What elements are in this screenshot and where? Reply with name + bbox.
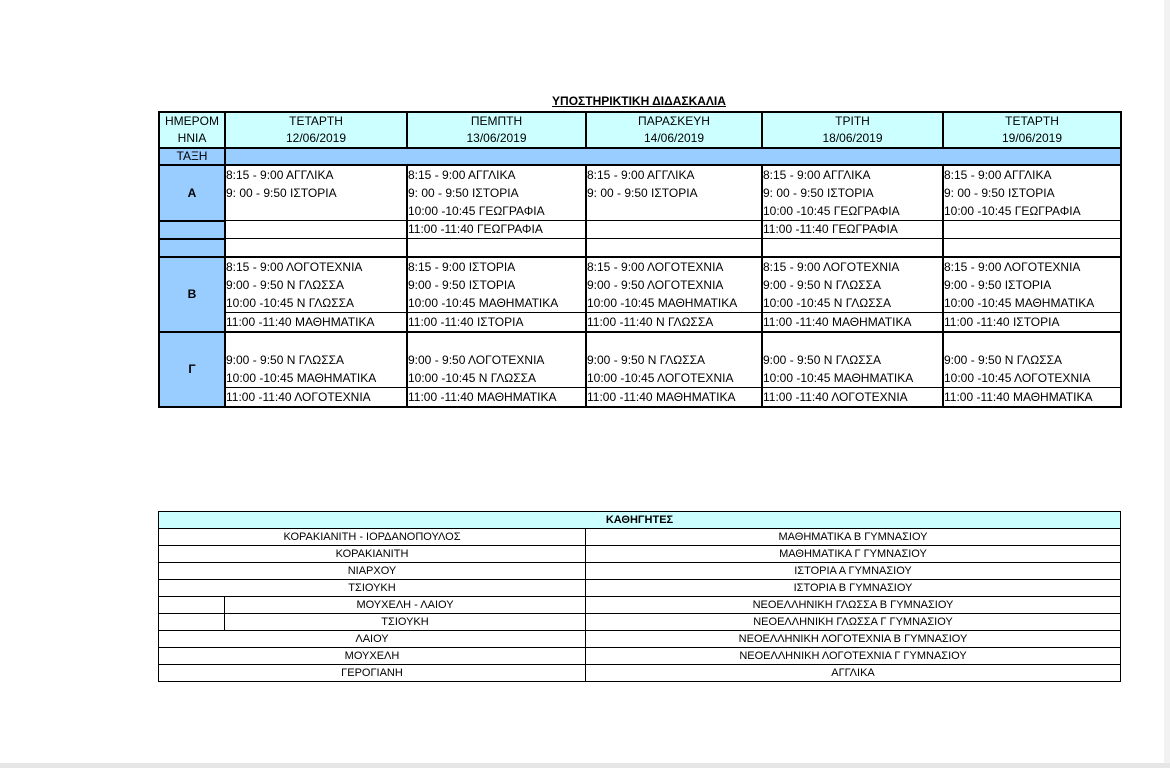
gap-label (159, 239, 225, 257)
cell-c-0: 9:00 - 9:50 Ν ΓΛΩΣΣΑ 10:00 -10:45 ΜΑΘΗΜΑΤΙΚΑ 11:00 -11:40 ΛΟΓΟΤΕΧΝΙΑ (225, 332, 407, 407)
teacher-name: ΜΟΥΧΕΛΗ - ΛΑΙΟΥ (225, 597, 586, 614)
teacher-name: ΛΑΙΟΥ (159, 631, 586, 648)
teacher-name: ΤΣΙΟΥΚΗ (225, 614, 586, 631)
teacher-name: ΜΟΥΧΕΛΗ (159, 648, 586, 665)
day-header: ΤΡΙΤΗ 18/06/2019 (762, 112, 943, 148)
teacher-row (159, 648, 1121, 665)
class-b-row (159, 257, 1121, 332)
class-a-extra-label (159, 221, 225, 239)
day-header: ΤΕΤΑΡΤΗ 12/06/2019 (225, 112, 407, 148)
cell-a-extra-4 (943, 221, 1121, 239)
teacher-blank (159, 614, 225, 631)
class-a-row (159, 165, 1121, 221)
cell-b-0: 8:15 - 9:00 ΛΟΓΟΤΕΧΝΙΑ 9:00 - 9:50 Ν ΓΛΩΣΣΑ 10:00 -10:45 Ν ΓΛΩΣΣΑ 11:00 -11:40 ΜΑΘΗΜΑΤΙΚΑ (225, 257, 407, 332)
teacher-row (159, 631, 1121, 648)
class-label-bar (225, 148, 1121, 165)
cell-a-extra-3: 11:00 -11:40 ΓΕΩΓΡΑΦΙΑ (762, 221, 943, 239)
teacher-name: ΚΟΡΑΚΙΑΝΙΤΗ (159, 546, 586, 563)
class-c-row (159, 332, 1121, 407)
teacher-name: ΤΣΙΟΥΚΗ (159, 580, 586, 597)
date-label: ΗΜΕΡΟΜ ΗΝΙΑ (159, 112, 225, 148)
cell-a-2: 8:15 - 9:00 ΑΓΓΛΙΚΑ 9: 00 - 9:50 ΙΣΤΟΡΙΑ (586, 165, 762, 221)
day-header: ΠΕΜΠΤΗ 13/06/2019 (407, 112, 586, 148)
teacher-subject: ΝΕΟΕΛΛΗΝΙΚΗ ΛΟΓΟΤΕΧΝΙΑ Γ ΓΥΜΝΑΣΙΟΥ (586, 648, 1121, 665)
day-header: ΤΕΤΑΡΤΗ 19/06/2019 (943, 112, 1121, 148)
class-c-label: Γ (159, 332, 225, 407)
teacher-subject: ΝΕΟΕΛΛΗΝΙΚΗ ΓΛΩΣΣΑ Γ ΓΥΜΝΑΣΙΟΥ (586, 614, 1121, 631)
day-header: ΠΑΡΑΣΚΕΥΗ 14/06/2019 (586, 112, 762, 148)
teacher-blank (159, 597, 225, 614)
schedule-title: ΥΠΟΣΤΗΡΙΚΤΙΚΗ ΔΙΔΑΣΚΑΛΙΑ (552, 94, 726, 108)
cell-b-3: 8:15 - 9:00 ΛΟΓΟΤΕΧΝΙΑ 9:00 - 9:50 Ν ΓΛΩΣΣΑ 10:00 -10:45 Ν ΓΛΩΣΣΑ 11:00 -11:40 ΜΑΘΗΜΑΤΙΚΑ (762, 257, 943, 332)
teacher-row (159, 580, 1121, 597)
cell-c-2: 9:00 - 9:50 Ν ΓΛΩΣΣΑ 10:00 -10:45 ΛΟΓΟΤΕΧΝΙΑ 11:00 -11:40 ΜΑΘΗΜΑΤΙΚΑ (586, 332, 762, 407)
teacher-subject: ΑΓΓΛΙΚΑ (586, 665, 1121, 682)
teacher-name: ΓΕΡΟΓΙΑΝΗ (159, 665, 586, 682)
gap-cell (943, 239, 1121, 257)
teacher-row (159, 597, 1121, 614)
class-a-extra-row (159, 221, 1121, 239)
teachers-table (158, 511, 1121, 682)
teacher-row (159, 546, 1121, 563)
cell-a-extra-1: 11:00 -11:40 ΓΕΩΓΡΑΦΙΑ (407, 221, 586, 239)
gap-cell (762, 239, 943, 257)
gap-cell (407, 239, 586, 257)
header-row (159, 112, 1121, 148)
page-scroll-edge (1164, 0, 1170, 768)
gap-row (159, 239, 1121, 257)
cell-a-extra-0 (225, 221, 407, 239)
cell-a-1: 8:15 - 9:00 ΑΓΓΛΙΚΑ 9: 00 - 9:50 ΙΣΤΟΡΙΑ 10:00 -10:45 ΓΕΩΓΡΑΦΙΑ (407, 165, 586, 221)
teacher-row (159, 614, 1121, 631)
cell-a-4: 8:15 - 9:00 ΑΓΓΛΙΚΑ 9: 00 - 9:50 ΙΣΤΟΡΙΑ 10:00 -10:45 ΓΕΩΓΡΑΦΙΑ (943, 165, 1121, 221)
cell-c-1: 9:00 - 9:50 ΛΟΓΟΤΕΧΝΙΑ 10:00 -10:45 Ν ΓΛΩΣΣΑ 11:00 -11:40 ΜΑΘΗΜΑΤΙΚΑ (407, 332, 586, 407)
teacher-subject: ΙΣΤΟΡΙΑ Α ΓΥΜΝΑΣΙΟΥ (586, 563, 1121, 580)
teacher-subject: ΜΑΘΗΜΑΤΙΚΑ Γ ΓΥΜΝΑΣΙΟΥ (586, 546, 1121, 563)
teacher-name: ΝΙΑΡΧΟΥ (159, 563, 586, 580)
page-bottom-edge (0, 763, 1170, 768)
teacher-subject: ΜΑΘΗΜΑΤΙΚΑ Β ΓΥΜΝΑΣΙΟΥ (586, 529, 1121, 546)
cell-a-0: 8:15 - 9:00 ΑΓΓΛΙΚΑ 9: 00 - 9:50 ΙΣΤΟΡΙΑ (225, 165, 407, 221)
teachers-header-row (159, 512, 1121, 529)
class-a-label: Α (159, 165, 225, 221)
cell-b-2: 8:15 - 9:00 ΛΟΓΟΤΕΧΝΙΑ 9:00 - 9:50 ΛΟΓΟΤΕΧΝΙΑ 10:00 -10:45 ΜΑΘΗΜΑΤΙΚΑ 11:00 -11:40 Ν ΓΛΩΣΣΑ (586, 257, 762, 332)
teacher-row (159, 665, 1121, 682)
teacher-row (159, 529, 1121, 546)
teacher-row (159, 563, 1121, 580)
cell-b-4: 8:15 - 9:00 ΛΟΓΟΤΕΧΝΙΑ 9:00 - 9:50 ΙΣΤΟΡΙΑ 10:00 -10:45 ΜΑΘΗΜΑΤΙΚΑ 11:00 -11:40 ΙΣΤΟΡΙΑ (943, 257, 1121, 332)
gap-cell (586, 239, 762, 257)
teacher-subject: ΝΕΟΕΛΛΗΝΙΚΗ ΓΛΩΣΣΑ Β ΓΥΜΝΑΣΙΟΥ (586, 597, 1121, 614)
teacher-subject: ΙΣΤΟΡΙΑ Β ΓΥΜΝΑΣΙΟΥ (586, 580, 1121, 597)
gap-cell (225, 239, 407, 257)
cell-c-4: 9:00 - 9:50 Ν ΓΛΩΣΣΑ 10:00 -10:45 ΛΟΓΟΤΕΧΝΙΑ 11:00 -11:40 ΜΑΘΗΜΑΤΙΚΑ (943, 332, 1121, 407)
class-b-label: Β (159, 257, 225, 332)
class-label-row (159, 148, 1121, 165)
cell-a-extra-2 (586, 221, 762, 239)
teacher-name: ΚΟΡΑΚΙΑΝΙΤΗ - ΙΟΡΔΑΝΟΠΟΥΛΟΣ (159, 529, 586, 546)
class-label: ΤΑΞΗ (159, 148, 225, 165)
cell-c-3: 9:00 - 9:50 Ν ΓΛΩΣΣΑ 10:00 -10:45 ΜΑΘΗΜΑΤΙΚΑ 11:00 -11:40 ΛΟΓΟΤΕΧΝΙΑ (762, 332, 943, 407)
teachers-title: ΚΑΘΗΓΗΤΕΣ (159, 512, 1121, 529)
cell-a-3: 8:15 - 9:00 ΑΓΓΛΙΚΑ 9: 00 - 9:50 ΙΣΤΟΡΙΑ 10:00 -10:45 ΓΕΩΓΡΑΦΙΑ (762, 165, 943, 221)
schedule-table (158, 111, 1122, 408)
cell-b-1: 8:15 - 9:00 ΙΣΤΟΡΙΑ 9:00 - 9:50 ΙΣΤΟΡΙΑ 10:00 -10:45 ΜΑΘΗΜΑΤΙΚΑ 11:00 -11:40 ΙΣΤΟΡΙΑ (407, 257, 586, 332)
teacher-subject: ΝΕΟΕΛΛΗΝΙΚΗ ΛΟΓΟΤΕΧΝΙΑ Β ΓΥΜΝΑΣΙΟΥ (586, 631, 1121, 648)
